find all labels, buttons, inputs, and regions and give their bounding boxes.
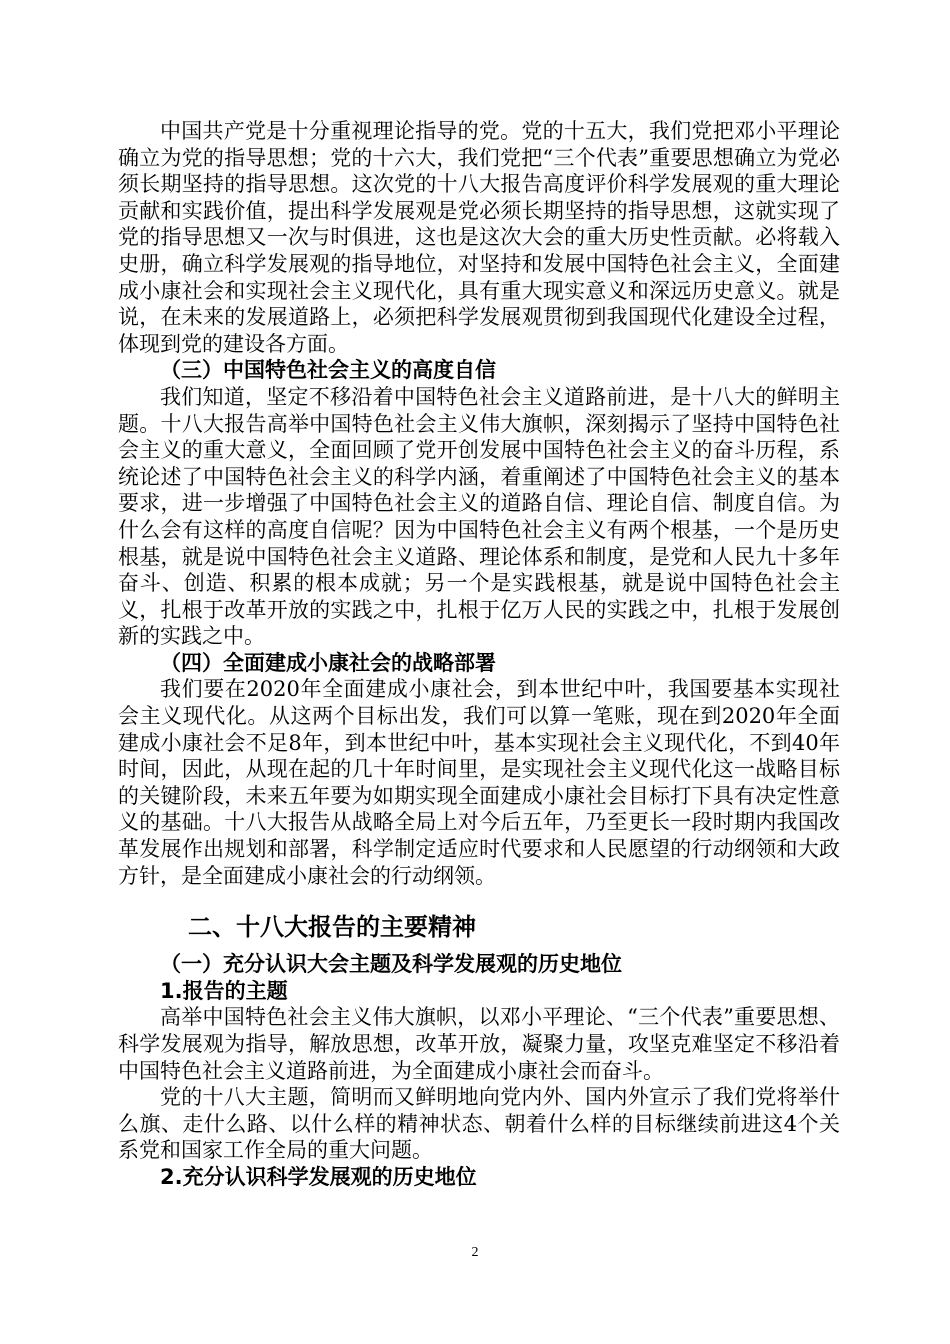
paragraph-strategy: 我们要在2020年全面建成小康社会，到本世纪中叶，我国要基本实现社会主义现代化。从这两个目标出发，我们可以算一笔账，现在到2020年全面建成小康社会不足8年，到本世纪中叶，基本实现社会主义现代化，不到40年时间，因此，从现在起的几十年时间里，是实现社会主义现代化这一战略目标的关键阶段，未来五年要为如期实现全面建成小康社会目标打下具有决定性意义的基础。十八大报告从战略全局上对今后五年，乃至更长一段时期内我国改革发展作出规划和部署，科学制定适应时代要求和人民愿望的行动纲领和大政方针，是全面建成小康社会的行动纲领。 xyxy=(118,677,840,888)
page-number: 2 xyxy=(471,1245,479,1260)
heading-chapter-2: 二、十八大报告的主要精神 xyxy=(188,913,476,942)
paragraph-confidence: 我们知道，坚定不移沿着中国特色社会主义道路前进，是十八大的鲜明主题。十八大报告高举中国特色社会主义伟大旗帜，深刻揭示了坚持中国特色社会主义的重大意义，全面回顾了党开创发展中国特色社会主义的奋斗历程，系统论述了中国特色社会主义的科学内涵，着重阐述了中国特色社会主义的基本要求，进一步增强了中国特色社会主义的道路自信、理论自信、制度自信。为什么会有这样的高度自信呢？因为中国特色社会主义有两个根基，一个是历史根基，就是说中国特色社会主义道路、理论体系和制度，是党和人民九十多年奋斗、创造、积累的根本成就；另一个是实践根基，就是说中国特色社会主义，扎根于改革开放的实践之中，扎根于亿万人民的实践之中，扎根于发展创新的实践之中。 xyxy=(118,384,840,649)
paragraph-theme-explained: 党的十八大主题，简明而又鲜明地向党内外、国内外宣示了我们党将举什么旗、走什么路、以什么样的精神状态、朝着什么样的目标继续前进这4个关系党和国家工作全局的重大问题。 xyxy=(118,1085,840,1163)
heading-section-4: （四）全面建成小康社会的战略部署 xyxy=(160,650,496,675)
heading-section-3: （三）中国特色社会主义的高度自信 xyxy=(160,358,496,383)
heading-item-2: 2.充分认识科学发展观的历史地位 xyxy=(160,1164,477,1189)
heading-item-1: 1.报告的主题 xyxy=(160,978,288,1003)
paragraph-guiding-thought: 中国共产党是十分重视理论指导的党。党的十五大，我们党把邓小平理论确立为党的指导思想；党的十六大，我们党把“三个代表”重要思想确立为党必须长期坚持的指导思想。这次党的十八大报告高度评价科学发展观的重大理论贡献和实践价值，提出科学发展观是党必须长期坚持的指导思想，这就实现了党的指导思想又一次与时俱进，这也是这次大会的重大历史性贡献。必将载入史册，确立科学发展观的指导地位，对坚持和发展中国特色社会主义，全面建成小康社会和实现社会主义现代化，具有重大现实意义和深远历史意义。就是说，在未来的发展道路上，必须把科学发展观贯彻到我国现代化建设全过程，体现到党的建设各方面。 xyxy=(118,119,840,356)
paragraph-theme: 高举中国特色社会主义伟大旗帜，以邓小平理论、“三个代表”重要思想、科学发展观为指导，解放思想，改革开放，凝聚力量，攻坚克难坚定不移沿着中国特色社会主义道路前进，为全面建成小康社会而奋斗。 xyxy=(118,1005,840,1083)
heading-subsection-1: （一）充分认识大会主题及科学发展观的历史地位 xyxy=(160,952,622,977)
